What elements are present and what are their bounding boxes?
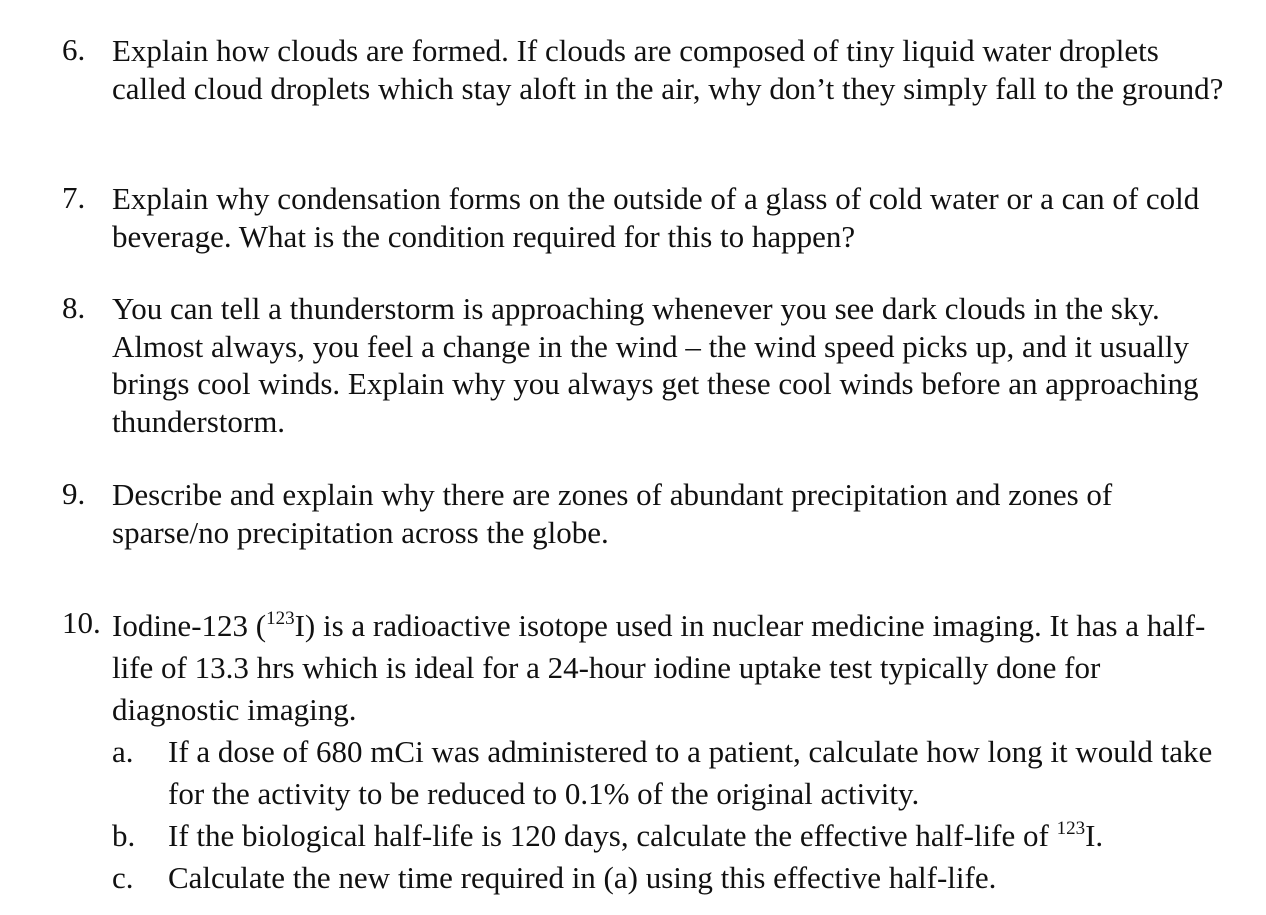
question-8 [62, 290, 1232, 440]
question-text: Explain why condensation forms on the outside of a glass of cold water or a can of cold beverage. What is the condition required for this to happen? [112, 181, 1200, 254]
question-number: 7. [62, 180, 86, 215]
question-text: You can tell a thunderstorm is approaching whenever you see dark clouds in the sky. Almost always, you feel a change in the wind – the wind speed picks up, and it usually brings cool winds. Explain why you always get these cool winds before an approaching thunderstorm. [112, 291, 1199, 439]
subquestion-b [112, 815, 1232, 857]
question-text [112, 605, 1232, 731]
subquestion-text [168, 815, 1232, 857]
question-6 [62, 32, 1232, 107]
question-9 [62, 476, 1232, 551]
subquestion-letter: c. [112, 860, 134, 895]
intro-before: Iodine-123 ( [112, 608, 267, 643]
intro-after: I) is a radioactive isotope used in nuclear medicine imaging. It has a half-life of 13.3 hrs which is ideal for a 24-hour iodine uptake test typically done for diagnostic imaging. [112, 608, 1206, 727]
isotope-mass-number: 123 [1056, 818, 1086, 839]
subquestion-a [112, 731, 1232, 815]
question-number: 10. [62, 605, 101, 640]
question-7 [62, 180, 1232, 255]
text-before: If the biological half-life is 120 days, calculate the effective half-life of [168, 818, 1057, 853]
subquestion-text: If a dose of 680 mCi was administered to a patient, calculate how long it would take for the activity to be reduced to 0.1% of the original activity. [168, 734, 1213, 811]
subquestion-letter: b. [112, 818, 136, 853]
subquestion-c [112, 857, 1232, 899]
text-after: I. [1085, 818, 1104, 853]
question-number: 8. [62, 290, 86, 325]
isotope-mass-number: 123 [266, 608, 295, 629]
question-text: Describe and explain why there are zones of abundant precipitation and zones of sparse/no precipitation across the globe. [112, 477, 1113, 550]
question-10 [62, 605, 1232, 899]
question-number: 9. [62, 476, 86, 511]
question-text: Explain how clouds are formed. If clouds are composed of tiny liquid water droplets called cloud droplets which stay aloft in the air, why don’t they simply fall to the ground? [112, 33, 1224, 106]
subquestion-text: Calculate the new time required in (a) using this effective half-life. [168, 860, 997, 895]
question-number: 6. [62, 32, 86, 67]
subquestion-letter: a. [112, 734, 134, 769]
